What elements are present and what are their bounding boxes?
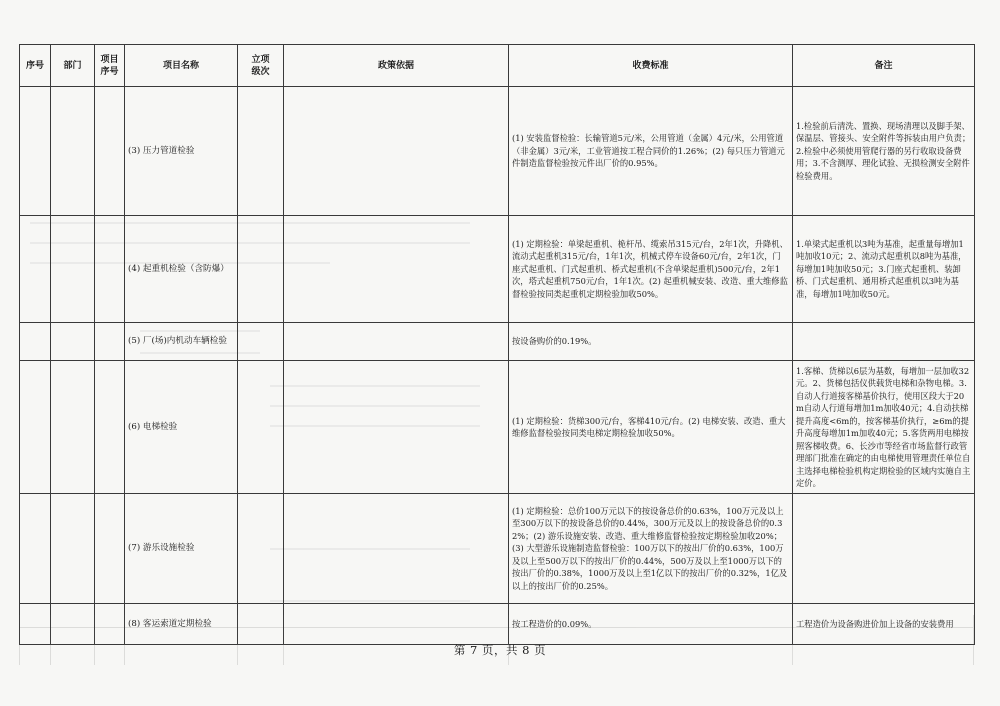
cell-seq: [20, 494, 51, 604]
table-row: [20, 87, 975, 216]
fee-standard: 按工程造价的0.09%。: [509, 604, 793, 645]
remarks: 1.检验前后清洗、置换、现场清理以及脚手架、保温层、管接头、安全附件等拆装由用户负责；2.检验中必须使用管爬行器的另行收取设备费用；3.不含测厚、理化试验、无损检测安全附件检验费用。: [793, 87, 975, 216]
header-item-name: 项目名称: [125, 45, 238, 87]
remarks: 1.客梯、货梯以6层为基数，每增加一层加收32元。2、货梯包括仪供载货电梯和杂物电梯。3.自动人行道接客梯基价执行，使用区段大于20m自动人行道每增加1m加收40元；4.自动扶梯提升高度<6m的，按客梯基价执行，≥6m的提升高度每增加1m加收40元；5.客货两用电梯按照客梯收费。6、长沙市等经省市场监督行政管理部门批准在确定的由电梯使用管理责任单位自主选择电梯检验机构定期检验的区域内实施自主定价。: [793, 361, 975, 494]
cell-seq: [20, 87, 51, 216]
header-row: [20, 45, 975, 87]
cell-item-seq: [95, 494, 125, 604]
cell-policy: [284, 361, 509, 494]
cell-seq: [20, 216, 51, 323]
fee-standard: (1) 定期检验：单梁起重机、桅杆吊、缆索吊315元/台，2年1次，升降机、流动式起重机315元/台，1年1次，机械式停车设备60元/台，2年1次，门座式起重机、门式起重机、桥式起重机(不含单梁起重机)500元/台，2年1次，塔式起重机750元/台，1年1次。(2) 起重机械安装、改造、重大维修监督检验按同类起重机定期检验加收50%。: [509, 216, 793, 323]
cell-dept: [51, 323, 95, 361]
header-seq: 序号: [20, 45, 51, 87]
cell-seq: [20, 323, 51, 361]
header-remarks: 备注: [793, 45, 975, 87]
cell-item-seq: [95, 87, 125, 216]
cell-policy: [284, 216, 509, 323]
item-name: (3) 压力管道检验: [125, 87, 238, 216]
fee-standard: 按设备购价的0.19%。: [509, 323, 793, 361]
cell-item-seq: [95, 216, 125, 323]
cell-level: [238, 323, 284, 361]
cell-dept: [51, 87, 95, 216]
cell-level: [238, 494, 284, 604]
cell-level: [238, 361, 284, 494]
remarks: [793, 323, 975, 361]
item-name: (8) 客运索道定期检验: [125, 604, 238, 645]
remarks: 1.单梁式起重机以3吨为基准，起重量每增加1吨加收10元；2、流动式起重机以8吨为基准，每增加1吨加收50元；3.门座式起重机、装卸桥、门式起重机、通用桥式起重机以3吨为基准，每增加1吨加收50元。: [793, 216, 975, 323]
header-level: 立项 级次: [238, 45, 284, 87]
table-row: [20, 494, 975, 604]
item-name: (4) 起重机检验（含防爆）: [125, 216, 238, 323]
cell-seq: [20, 361, 51, 494]
table-row: [20, 216, 975, 323]
cell-item-seq: [95, 323, 125, 361]
table-row: [20, 361, 975, 494]
fee-standard: (1) 安装监督检验：长输管道5元/米，公用管道（金属）4元/米，公用管道（非金属）3元/米，工业管道按工程合同价的1.26%；(2) 每只压力管道元件制造监督检验按元件出厂价的0.95%。: [509, 87, 793, 216]
cell-dept: [51, 361, 95, 494]
fee-standard: (1) 定期检验：总价100万元以下的按设备总价的0.63%，100万元及以上至300万以下的按设备总价的0.44%，300万元及以上的按设备总价的0.32%；(2) 游乐设施安装、改造、重大维修监督检验按定期检验加收20%；(3) 大型游乐设施制造监督检验：100万以下的按出厂价的0.63%，100万及以上至500万以下的按出厂价的0.44%，500万及以上至1000万以下的按出厂价的0.38%，1000万及以上至1亿以下的按出厂价的0.32%，1亿及以上的按出厂价的0.25%。: [509, 494, 793, 604]
header-standard: 收费标准: [509, 45, 793, 87]
remarks: 工程造价为设备购进价加上设备的安装费用: [793, 604, 975, 645]
remarks: [793, 494, 975, 604]
cell-dept: [51, 494, 95, 604]
header-policy: 政策依据: [284, 45, 509, 87]
item-name: (6) 电梯检验: [125, 361, 238, 494]
cell-level: [238, 87, 284, 216]
cell-policy: [284, 323, 509, 361]
item-name: (5) 厂(场)内机动车辆检验: [125, 323, 238, 361]
cell-policy: [284, 494, 509, 604]
table-row: [20, 323, 975, 361]
item-name: (7) 游乐设施检验: [125, 494, 238, 604]
cell-dept: [51, 216, 95, 323]
cell-item-seq: [95, 361, 125, 494]
fee-table: [19, 44, 975, 645]
cell-level: [238, 216, 284, 323]
cell-policy: [284, 87, 509, 216]
page-number: 第 7 页，共 8 页: [453, 643, 547, 657]
header-dept: 部门: [51, 45, 95, 87]
fee-standard: (1) 定期检验：货梯300元/台，客梯410元/台。(2) 电梯安装、改造、重大维修监督检验按同类电梯定期检验加收50%。: [509, 361, 793, 494]
header-item-seq: 项目 序号: [95, 45, 125, 87]
